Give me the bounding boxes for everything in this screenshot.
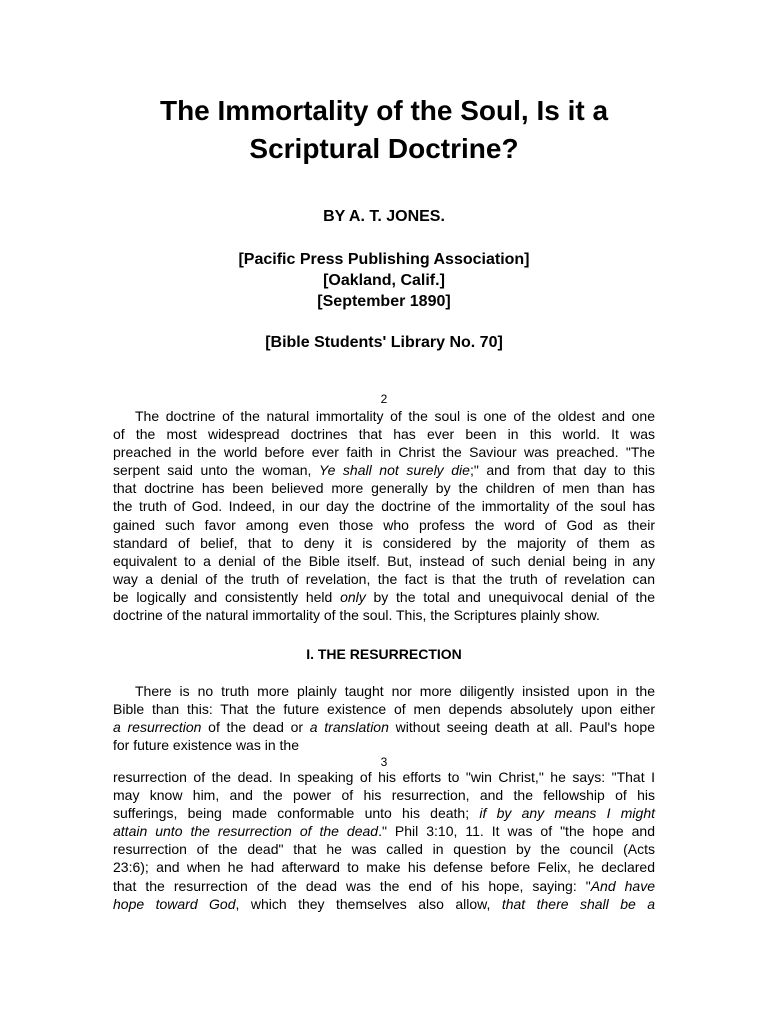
text-line: hope toward God, which they themselves also allow, that there shall be a [113, 895, 655, 912]
text-line: preached in the world before ever faith in Christ the Saviour was preached. "The [113, 444, 655, 461]
text-line: attain unto the resurrection of the dead." Phil 3:10, 11. It was of "the hope and [113, 823, 655, 840]
publisher-line: [Pacific Press Publishing Association] [238, 251, 530, 268]
author-byline: BY A. T. JONES. [323, 208, 445, 225]
text-line: for future existence was in the [113, 737, 299, 754]
date-line: [September 1890] [317, 293, 451, 310]
text-line: way a denial of the truth of revelation, the fact is that the truth of revelation can [113, 570, 655, 587]
text-line: the truth of God. Indeed, in our day the doctrine of the immortality of the soul has [113, 498, 655, 515]
paragraph-resurrection [113, 682, 655, 754]
text-line: gained such favor among even those who profess the word of God as their [113, 516, 655, 533]
text-line: be logically and consistently held only by the total and unequivocal denial of the [113, 588, 655, 605]
text-line: serpent said unto the woman, Ye shall not surely die;" and from that day to this [113, 462, 655, 479]
text-line: Bible than this: That the future existence of men depends absolutely upon either [113, 701, 655, 718]
text-line: standard of belief, that to deny it is considered by the majority of them as [113, 534, 655, 551]
text-line: equivalent to a denial of the Bible itself. But, instead of such denial being in any [113, 552, 655, 569]
text-line: a resurrection of the dead or a translation without seeing death at all. Paul's hope [113, 719, 655, 736]
text-line: that doctrine has been believed more generally by the children of men than has [113, 480, 655, 497]
italic-emphasis: only [340, 588, 366, 605]
text-line: 23:6); and when he had afterward to make his defense before Felix, he declared [113, 859, 655, 876]
text-line: resurrection of the dead. In speaking of his efforts to "win Christ," he says: "That I [113, 769, 655, 785]
paragraph-intro [113, 407, 655, 624]
document-title [0, 92, 768, 168]
text-line: sufferings, being made conformable unto his death; if by any means I might [113, 805, 656, 822]
text-line: of the most widespread doctrines that has ever been in this world. It was [113, 426, 655, 443]
title-line-2: Scriptural Doctrine? [249, 133, 519, 164]
place-line: [Oakland, Calif.] [323, 272, 445, 289]
series-line: [Bible Students' Library No. 70] [265, 334, 503, 351]
page-number: 2 [380, 392, 388, 406]
text-line: doctrine of the natural immortality of the soul. This, the Scriptures plainly show. [113, 607, 600, 624]
text-line: The doctrine of the natural immortality of the soul is one of the oldest and one [135, 408, 655, 424]
text-line: resurrection of the dead" that he was called in question by the council (Acts [113, 841, 655, 858]
section-heading: I. THE RESURRECTION [306, 646, 462, 662]
page-number: 3 [380, 755, 388, 769]
text-line: may know him, and the power of his resurrection, and the fellowship of his [113, 787, 655, 804]
text-line: There is no truth more plainly taught nor more diligently insisted upon in the [135, 683, 655, 699]
italic-quote: Ye shall not surely die [319, 462, 470, 479]
paragraph-continued [113, 768, 655, 913]
text-line: that the resurrection of the dead was the end of his hope, saying: "And have [113, 877, 655, 894]
title-line-1: The Immortality of the Soul, Is it a [159, 95, 609, 126]
